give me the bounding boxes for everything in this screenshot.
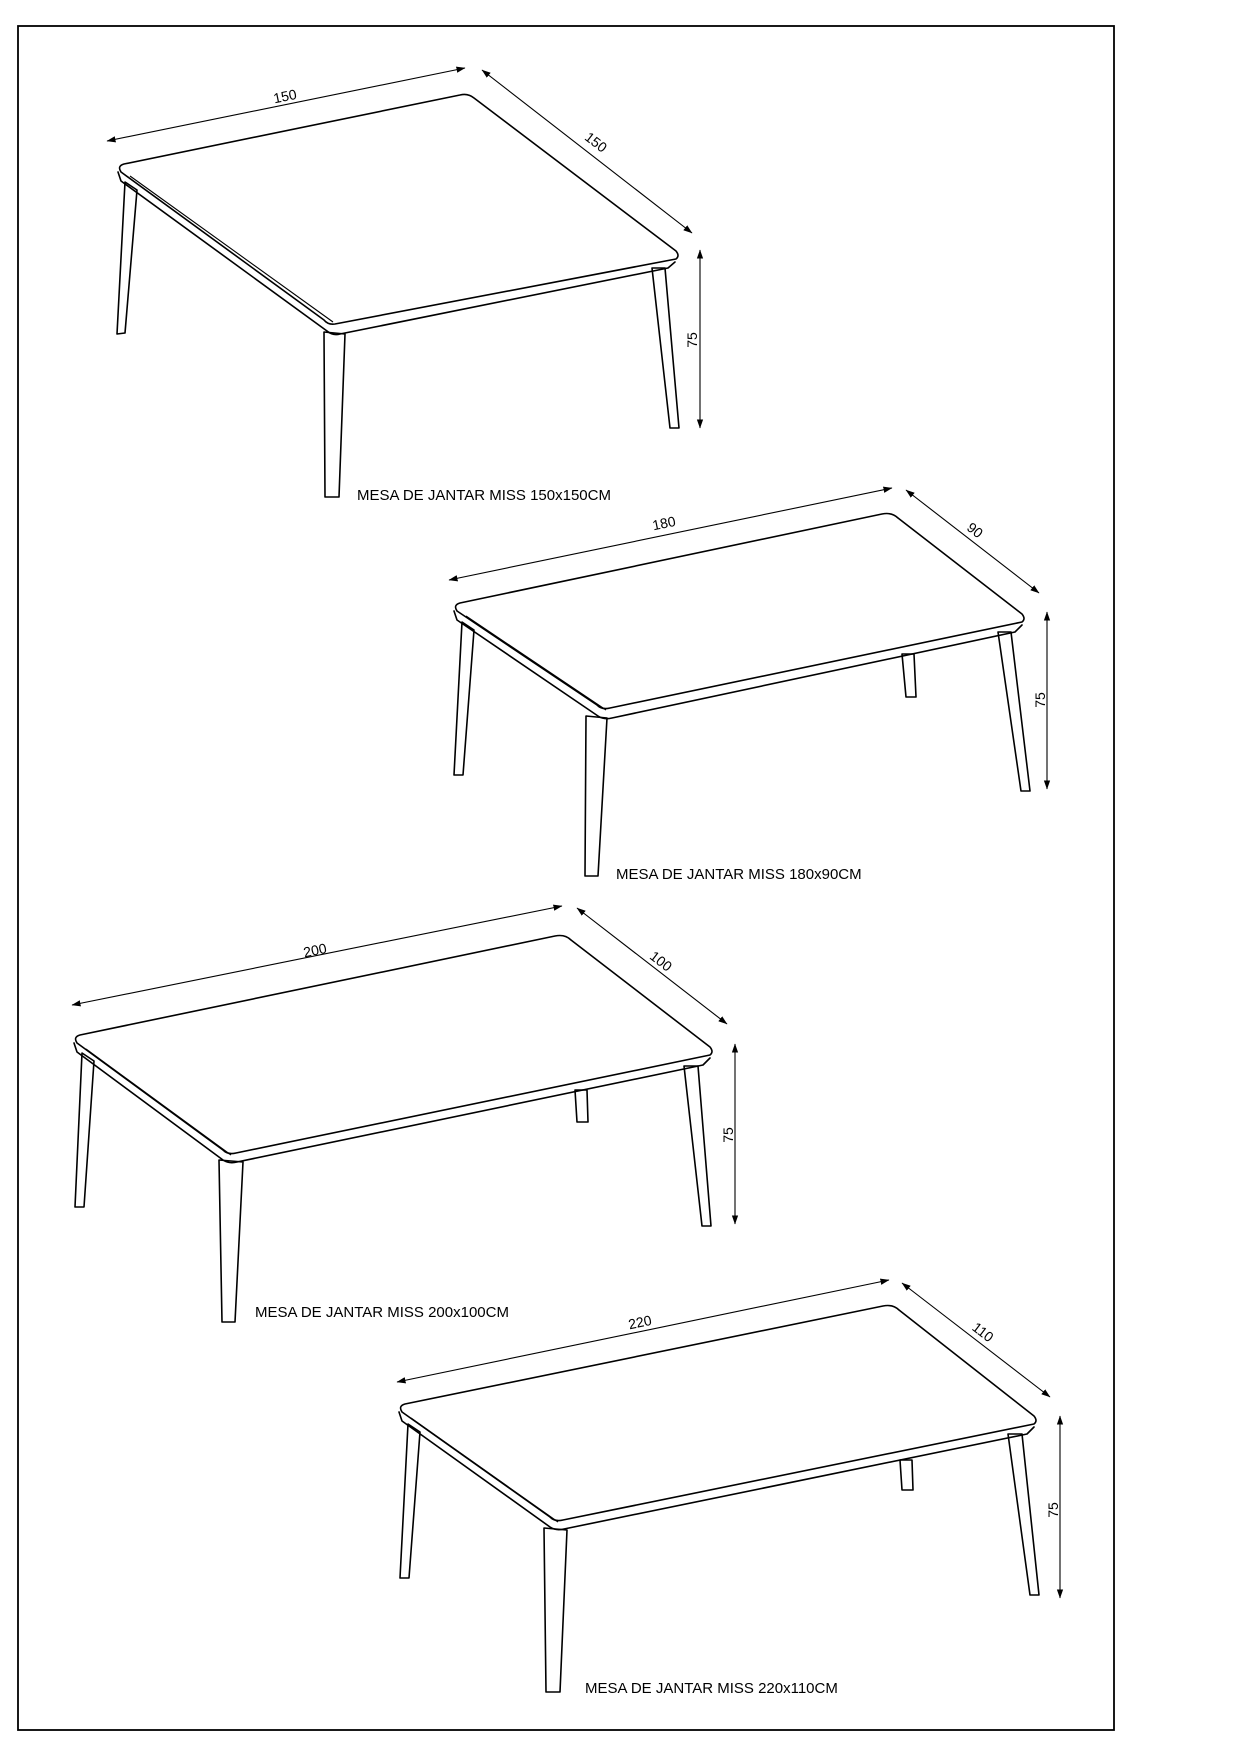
table-top bbox=[399, 1306, 1036, 1530]
dimension-lines bbox=[449, 488, 1047, 789]
length-dimension-label: 200 bbox=[301, 939, 329, 961]
table-200x100 bbox=[72, 906, 736, 1322]
height-dimension-label: 75 bbox=[1045, 1502, 1061, 1518]
width-dimension-label: 110 bbox=[969, 1318, 997, 1346]
height-dimension-label: 75 bbox=[1032, 692, 1048, 708]
height-dimension-label: 75 bbox=[720, 1127, 736, 1143]
sheet-border bbox=[18, 26, 1114, 1730]
width-dimension-label: 150 bbox=[581, 128, 611, 156]
length-dimension-label: 220 bbox=[626, 1311, 654, 1333]
table-caption: MESA DE JANTAR MISS 220x110CM bbox=[585, 1680, 838, 1697]
length-dimension-label: 150 bbox=[271, 85, 299, 107]
table-top bbox=[454, 514, 1024, 719]
table-220x110 bbox=[397, 1280, 1061, 1697]
table-150x150 bbox=[107, 68, 700, 504]
dimension-lines bbox=[72, 906, 735, 1224]
length-dimension-label: 180 bbox=[650, 512, 678, 534]
table-legs bbox=[75, 1053, 711, 1322]
table-caption: MESA DE JANTAR MISS 200x100CM bbox=[255, 1304, 509, 1321]
table-180x90 bbox=[449, 488, 1048, 883]
width-dimension-label: 90 bbox=[964, 518, 987, 542]
table-legs bbox=[117, 182, 679, 497]
table-legs bbox=[454, 622, 1030, 876]
height-dimension-label: 75 bbox=[684, 332, 700, 348]
width-dimension-label: 100 bbox=[646, 947, 676, 975]
table-top bbox=[74, 936, 712, 1163]
table-caption: MESA DE JANTAR MISS 180x90CM bbox=[616, 866, 862, 883]
table-legs bbox=[400, 1424, 1039, 1692]
table-caption: MESA DE JANTAR MISS 150x150CM bbox=[357, 487, 611, 504]
dimension-lines bbox=[107, 68, 700, 428]
